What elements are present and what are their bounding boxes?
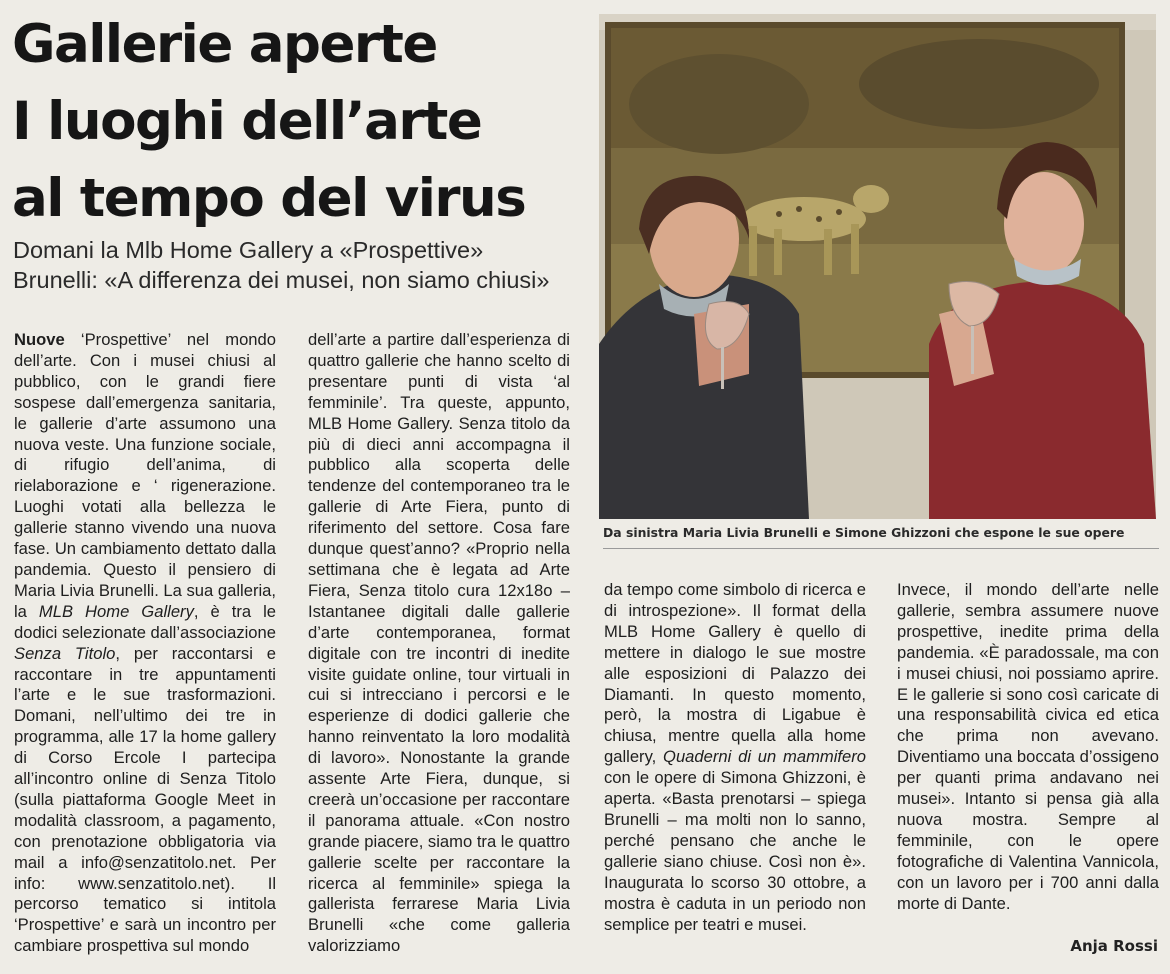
col1-italic-1: MLB Home Gallery — [38, 601, 194, 621]
article-column-2 — [308, 330, 570, 957]
col1-text-1: ‘Prospettive’ nel mondo dell’arte. Con i musei chiusi al pubblico, con le grandi fiere sospese dall’emergenza sanitaria, le gallerie d’arte assumono una nuova veste. Una funzione sociale, di rifugio dell’anima, di rielaborazione e ‘ rigenerazione. Luoghi votati alla bellezza le gallerie stanno vivendo una nuova fase. Un cambiamento dettato dalla pandemia. Questo il pensiero di Maria Livia Brunelli. La sua galleria, la — [14, 330, 276, 621]
article-column-1 — [14, 330, 276, 957]
col3-text-1: da tempo come simbolo di ricerca e di introspezione». Il format della MLB Home Gallery è quello di mettere in dialogo le sue mostre alle esposizioni di Palazzo dei Diamanti. In questo momento, però, la mostra di Ligabue è chiusa, mentre quella alla home gallery, — [604, 580, 866, 767]
caption-divider — [603, 548, 1159, 549]
subheadline-line-1: Domani la Mlb Home Gallery a «Prospettive» — [13, 237, 484, 263]
article-column-4 — [897, 580, 1159, 915]
subheadline — [13, 235, 593, 295]
col3-text-2: con le opere di Simona Ghizzoni, è aperta. «Basta prenotarsi – spiega Brunelli – ma molti non lo sanno, perché pensano che anche le gallerie siano chiuse. Così non è». Inaugurata lo scorso 30 ottobre, a mostra è caduta in un periodo non semplice per teatri e musei. — [604, 768, 866, 934]
byline: Anja Rossi — [1070, 937, 1158, 955]
col4-text: Invece, il mondo dell’arte nelle gallerie, sembra assumere nuove prospettive, inedite prima della pandemia. «È paradossale, ma con i musei chiusi, noi possiamo aprire. E le gallerie si sono così caricate di una responsabilità civica ed etica che prima non avevano. Diventiamo una boccata d’ossigeno per quanti prima andavano nei musei». Intanto si pensa già alla nuova mostra. Sempre al femminile, con le opere fotografiche di Valentina Vannicola, con un lavoro per i 700 anni dalla morte di Dante. — [897, 580, 1159, 913]
col1-italic-2: Senza Titolo — [14, 643, 116, 663]
photo — [599, 14, 1156, 519]
lead-word: Nuove — [14, 330, 65, 349]
col1-text-3: , per raccontarsi e raccontare in tre appuntamenti l’arte e le sue trasformazioni. Domani, nell’ultimo dei tre in programma, alle 17 la home gallery di Corso Ercole I partecipa all’incontro online di Senza Titolo (sulla piattaforma Google Meet in modalità classroom, a pagamento, con prenotazione obbligatoria via mail a info@senzatitolo.net. Per info: www.senzatitolo.net). Il percorso tematico si intitola ‘Prospettive’ e sarà un incontro per cambiare prospettiva sul mondo — [14, 643, 277, 956]
col3-italic-1: Quaderni di un mammifero — [663, 747, 866, 767]
col2-text: dell’arte a partire dall’esperienza di quattro gallerie che hanno scelto di presentare punti di vista ‘al femminile’. Tra queste, appunto, MLB Home Gallery. Senza titolo da più di dieci anni accompagna il pubblico alla scoperta delle tendenze del contemporaneo tra le gallerie di Arte Fiera, punto di riferimento del settore. Cosa fare dunque quest’anno? «Proprio nella settimana che è legata ad Arte Fiera, Senza titolo cura 12x18o – Istantanee digitali dalle gallerie d’arte contemporanea, format digitale con tre incontri di inedite visite guidate online, tour virtuali in cui si intrecciano i percorsi e le esperienze di dodici gallerie che hanno reinventato la loro modalità di lavoro». Nonostante la grande assente Arte Fiera, dunque, si creerà un’occasione per raccontare il panorama attuale. «Con nostro grande piacere, siamo tra le quattro gallerie scelte per raccontare la ricerca al femminile» spiega la gallerista ferrarese Maria Livia Brunelli «che come galleria valorizziamo — [308, 330, 570, 956]
subheadline-line-2: Brunelli: «A differenza dei musei, non siamo chiusi» — [13, 267, 550, 293]
headline-line-1: Gallerie aperte — [12, 14, 437, 75]
article-column-3 — [604, 580, 866, 935]
photo-illustration — [599, 14, 1156, 519]
headline-line-2: I luoghi dell’arte — [12, 91, 482, 152]
photo-caption: Da sinistra Maria Livia Brunelli e Simone Ghizzoni che espone le sue opere — [603, 525, 1125, 540]
headline — [12, 6, 592, 237]
headline-line-3: al tempo del virus — [12, 168, 526, 229]
col1-text-2: , è tra le dodici selezionate dall’associazione — [14, 601, 276, 642]
